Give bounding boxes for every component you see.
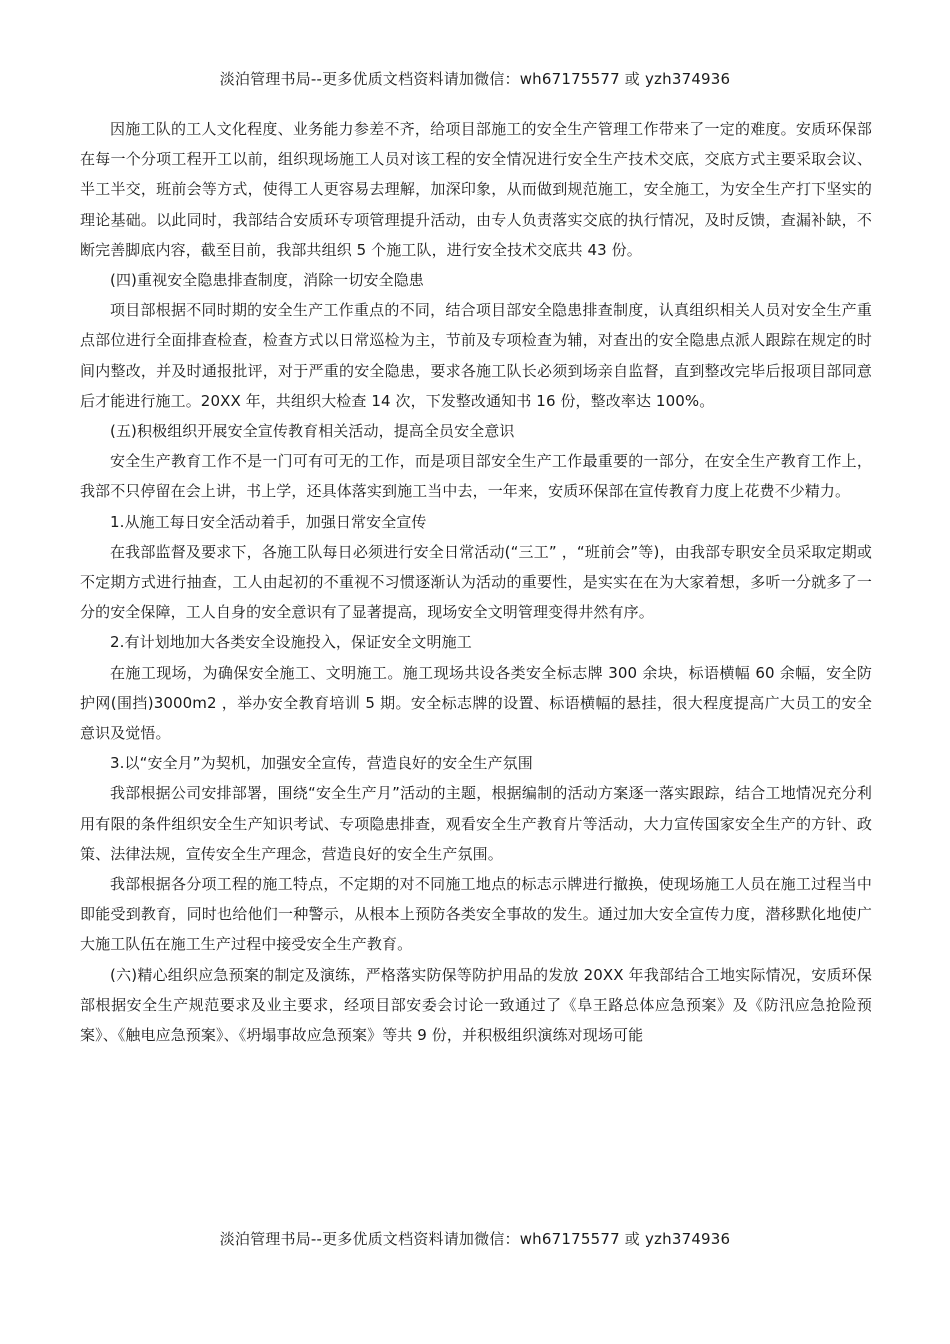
section-heading: (四)重视安全隐患排查制度，消除一切安全隐患: [110, 271, 424, 290]
paragraph: (六)精心组织应急预案的制定及演练，严格落实防保等防护用品的发放 20XX 年我部结合工地实际情况，安质环保部根据安全生产规范要求及业主要求，经项目部安委会讨论一致通过了《阜王路总体应急预案》及《防汛应急抢险预案》、《触电应急预案》、《坍塌事故应急预案》等共 9 份，并积极组织演练对现场可能: [80, 965, 872, 1045]
document-body: [80, 114, 872, 1050]
paragraph: 我部根据公司安排部署，围绕“安全生产月”活动的主题，根据编制的活动方案逐一落实跟踪，结合工地情况充分利用有限的条件组织安全生产知识考试、专项隐患排查，观看安全生产教育片等活动，大力宣传国家安全生产的方针、政策、法律法规，宣传安全生产理念，营造良好的安全生产氛围。: [80, 784, 872, 863]
paragraph: 我部根据各分项工程的施工特点，不定期的对不同施工地点的标志示牌进行撤换，使现场施工人员在施工过程当中即能受到教育，同时也给他们一种警示，从根本上预防各类安全事故的发生。通过加大安全宣传力度，潜移默化地使广大施工队伍在施工生产过程中接受安全生产教育。: [80, 875, 872, 954]
page-footer: 淡泊管理书局--更多优质文档资料请加微信：wh67175577 或 yzh374936: [219, 1230, 731, 1248]
page-header: 淡泊管理书局--更多优质文档资料请加微信：wh67175577 或 yzh374936: [219, 70, 731, 88]
subsection-heading: 1.从施工每日安全活动着手，加强日常安全宣传: [110, 512, 427, 531]
subsection-heading: 2.有计划地加大各类安全设施投入，保证安全文明施工: [110, 633, 472, 652]
paragraph: 在我部监督及要求下，各施工队每日必须进行安全日常活动(“三工” ，“班前会”等)，由我部专职安全员采取定期或不定期方式进行抽查，工人由起初的不重视不习惯逐渐认为活动的重要性，是实实在在为大家着想，多听一分就多了一分的安全保障，工人自身的安全意识有了显著提高，现场安全文明管理变得井然有序。: [80, 542, 872, 622]
paragraph: 安全生产教育工作不是一门可有可无的工作，而是项目部安全生产工作最重要的一部分，在安全生产教育工作上，我部不只停留在会上讲，书上学，还具体落实到施工当中去，一年来，安质环保部在宣传教育力度上花费不少精力。: [80, 452, 872, 501]
section-heading: (五)积极组织开展安全宣传教育相关活动，提高全员安全意识: [110, 422, 515, 441]
paragraph: 项目部根据不同时期的安全生产工作重点的不同，结合项目部安全隐患排查制度，认真组织相关人员对安全生产重点部位进行全面排查检查，检查方式以日常巡检为主，节前及专项检查为辅，对查出的安全隐患点派人跟踪在规定的时间内整改，并及时通报批评，对于严重的安全隐患，要求各施工队长必须到场亲自监督，直到整改完毕后报项目部同意后才能进行施工。20XX 年，共组织大检查 14 次，下发整改通知书 16 份，整改率达 100%。: [80, 301, 872, 410]
subsection-heading: 3.以“安全月”为契机，加强安全宣传，营造良好的安全生产氛围: [110, 754, 533, 773]
paragraph: 因施工队的工人文化程度、业务能力参差不齐，给项目部施工的安全生产管理工作带来了一定的难度。安质环保部在每一个分项工程开工以前，组织现场施工人员对该工程的安全情况进行安全生产技术交底，交底方式主要采取会议、半工半交，班前会等方式，使得工人更容易去理解，加深印象，从而做到规范施工，安全施工，为安全生产打下坚实的理论基础。以此同时，我部结合安质环专项管理提升活动，由专人负责落实交底的执行情况，及时反馈，查漏补缺，不断完善脚底内容，截至目前，我部共组织 5 个施工队，进行安全技术交底共 43 份。: [80, 120, 872, 259]
paragraph: 在施工现场，为确保安全施工、文明施工。施工现场共设各类安全标志牌 300 余块，标语横幅 60 余幅，安全防护网(围挡)3000m2 ，举办安全教育培训 5 期。安全标志牌的设置、标语横幅的悬挂，很大程度提高广大员工的安全意识及觉悟。: [80, 663, 872, 743]
